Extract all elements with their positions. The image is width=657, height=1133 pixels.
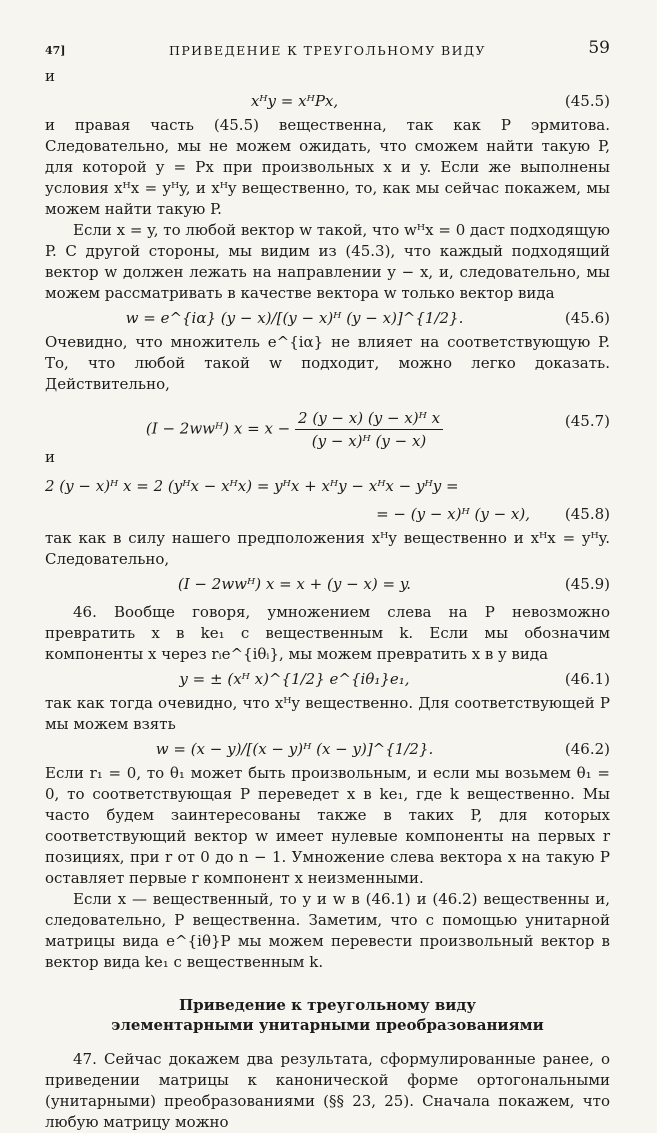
section-number: 47] <box>45 44 66 57</box>
equation-formula <box>45 407 544 452</box>
equation-number: (45.9) <box>564 575 610 593</box>
equation-formula: 2 (y − x)ᴴ x = 2 (yᴴx − xᴴx) = yᴴx + xᴴy − xᴴx − yᴴy = <box>45 477 459 495</box>
page-number: 59 <box>588 38 610 58</box>
equation-45-9 <box>45 570 610 598</box>
equation-formula: w = (x − y)/[(x − y)ᴴ (x − y)]^{1/2}. <box>155 740 434 758</box>
equation-formula: (I − 2wwᴴ) x = x + (y − x) = y. <box>177 575 412 593</box>
paragraph-47: 47. Сейчас докажем два результата, сформулированные ранее, о приведении матрицы к канонической форме ортогональными (унитарными) преобразованиями (§§ 23, 25). Сначала покажем, что любую матрицу можно <box>45 1050 610 1131</box>
fraction <box>295 407 443 452</box>
running-header <box>45 38 610 66</box>
paragraph: Если r₁ = 0, то θ₁ может быть произвольным, и если мы возьмем θ₁ = 0, то соответствующая P переведет x в ke₁, где k вещественно. Мы часто будем заинтересованы также в таких P, для которых соответствующий вектор w имеет нулевые компоненты на первых r позициях, при r от 0 до n − 1. Умножение слева вектора x на такую P оставляет первые r компонент x неизменными. <box>45 764 610 887</box>
paragraph: и правая часть (45.5) вещественна, так как P эрмитова. Следовательно, мы не можем ожидать, что сможем найти такую P, для которой y = Px при произвольных x и y. Если же выполнены условия xᴴx = yᴴy, и xᴴy вещественно, то, как мы сейчас покажем, мы можем найти такую P. <box>45 116 610 218</box>
section-heading <box>45 995 610 1035</box>
equation-number: (46.2) <box>564 740 610 758</box>
equation-45-5 <box>45 87 610 115</box>
equation-45-7 <box>45 395 610 450</box>
equation-45-6 <box>45 304 610 332</box>
equation-formula: xᴴy = xᴴPx, <box>250 92 339 110</box>
paragraph: Если x = y, то любой вектор w такой, что wᴴx = 0 даст подходящую P. С другой стороны, мы видим из (45.3), что каждый подходящий вектор w должен лежать на направлении y − x, и, следовательно, мы можем рассматривать в качестве вектора w только вектор вида <box>45 221 610 302</box>
equation-46-2 <box>45 735 610 763</box>
equation-lhs: (I − 2wwᴴ) x = x − <box>145 419 291 438</box>
running-title: ПРИВЕДЕНИЕ К ТРЕУГОЛЬНОМУ ВИДУ <box>169 43 486 58</box>
heading-line: элементарными унитарными преобразованиями <box>111 1016 544 1034</box>
page <box>45 38 610 1133</box>
equation-number: (46.1) <box>564 670 610 688</box>
fraction-denominator: (y − x)ᴴ (y − x) <box>311 432 427 450</box>
paragraph-46: 46. Вообще говоря, умножением слева на P невозможно превратить x в ke₁ с вещественным k. Если мы обозначим компоненты x через rᵢe^{iθᵢ}, мы можем превратить x в y вида <box>45 603 610 663</box>
equation-45-8-line1 <box>45 472 610 500</box>
paragraph: Если x — вещественный, то y и w в (46.1) и (46.2) вещественны и, следовательно, P вещественна. Заметим, что с помощью унитарной матрицы вида e^{iθ}P мы можем перевести произвольный вектор в вектор вида ke₁ с вещественным k. <box>45 890 610 971</box>
equation-number: (45.5) <box>564 92 610 110</box>
conjunction-and: и <box>45 67 55 85</box>
equation-formula: = − (y − x)ᴴ (y − x), <box>376 505 530 523</box>
equation-number: (45.6) <box>564 309 610 327</box>
body-text <box>45 66 610 1133</box>
equation-45-8-line2 <box>45 500 610 528</box>
conjunction-and: и <box>45 448 55 466</box>
equation-number: (45.8) <box>564 505 610 523</box>
paragraph: так как в силу нашего предположения xᴴy вещественно и xᴴx = yᴴy. Следовательно, <box>45 529 610 568</box>
equation-formula: w = e^{iα} (y − x)/[(y − x)ᴴ (y − x)]^{1/2}. <box>125 309 464 327</box>
equation-number: (45.7) <box>564 412 610 430</box>
heading-line: Приведение к треугольному виду <box>178 996 477 1014</box>
equation-46-1 <box>45 665 610 693</box>
paragraph: Очевидно, что множитель e^{iα} не влияет на соответствующую P. То, что любой такой w подходит, можно легко доказать. Действительно, <box>45 333 610 393</box>
equation-formula: y = ± (xᴴ x)^{1/2} e^{iθ₁}e₁, <box>179 670 410 688</box>
fraction-numerator: 2 (y − x) (y − x)ᴴ x <box>295 407 443 430</box>
paragraph: так как тогда очевидно, что xᴴy вещественно. Для соответствующей P мы можем взять <box>45 694 610 733</box>
